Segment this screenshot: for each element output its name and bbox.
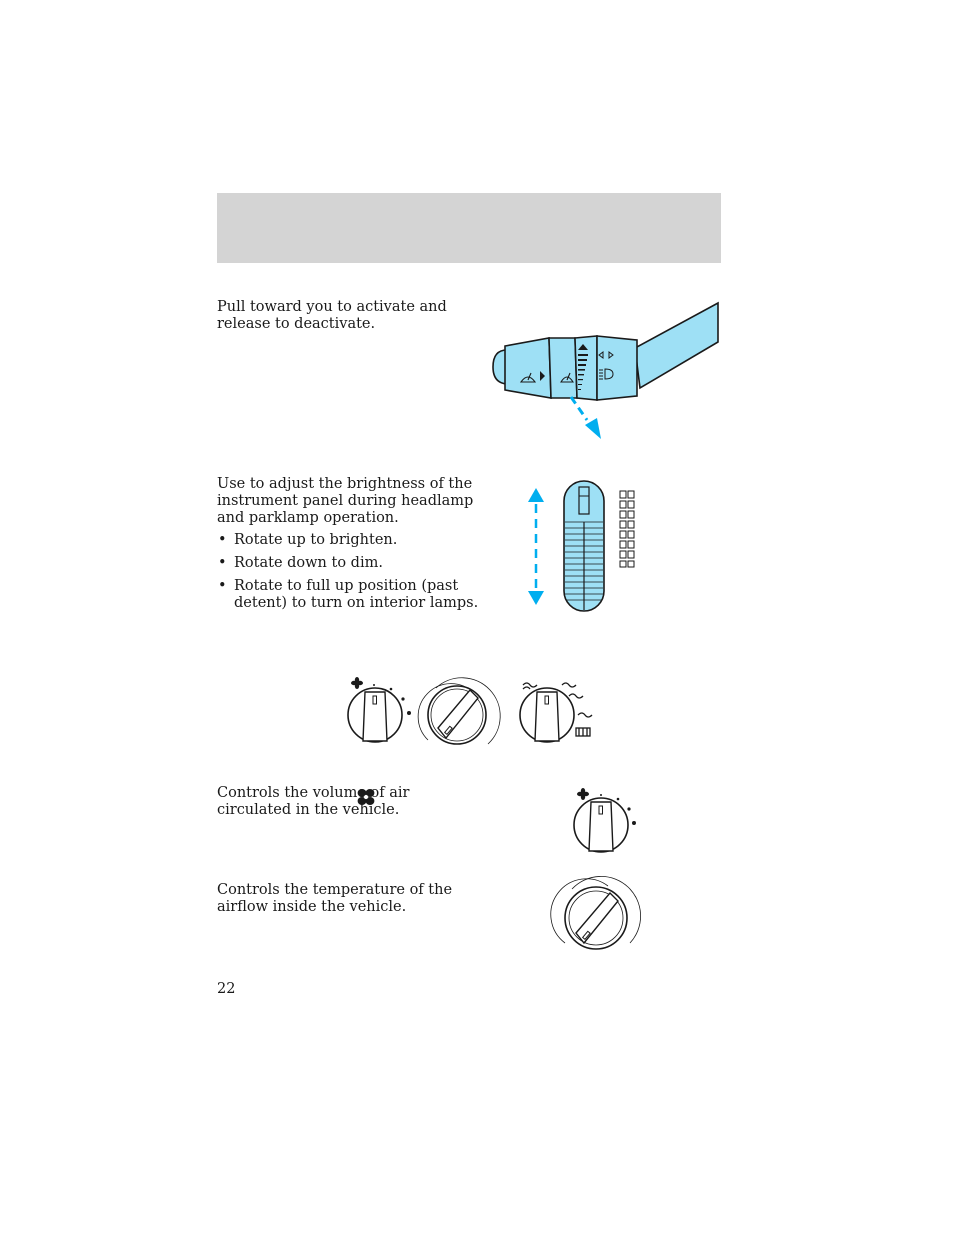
page-number: 22 <box>217 981 236 997</box>
section-header-band <box>217 193 721 263</box>
fan-speed-text: Controls the volume of air circulated in the vehicle. <box>217 785 410 818</box>
bullet-item: • Rotate down to dim. <box>217 555 482 572</box>
multifunction-lever-illustration <box>485 300 725 445</box>
panel-dimmer-text: Use to adjust the brightness of the instrument panel during headlamp and parklamp operation. <box>217 476 474 526</box>
climate-controls-illustration <box>340 668 600 778</box>
flash-to-pass-text: Pull toward you to activate and release to deactivate. <box>217 299 447 332</box>
panel-dimmer-section <box>217 476 482 618</box>
fan-speed-knob-illustration <box>570 785 645 860</box>
fan-icon <box>577 788 589 800</box>
temperature-knob-illustration <box>558 883 638 953</box>
bullet-item: • Rotate up to brighten. <box>217 532 482 549</box>
brightness-scale-icon <box>620 491 634 567</box>
panel-dimmer-bullets <box>217 532 482 612</box>
fan-speed-knob <box>348 677 411 742</box>
mode-knob <box>520 683 592 742</box>
temperature-knob <box>418 678 500 744</box>
bullet-item: • Rotate to full up position (past detent) to turn on interior lamps. <box>217 578 482 612</box>
temperature-text: Controls the temperature of the airflow inside the vehicle. <box>217 882 453 915</box>
fan-icon <box>351 677 363 689</box>
panel-dimmer-illustration <box>520 478 670 618</box>
